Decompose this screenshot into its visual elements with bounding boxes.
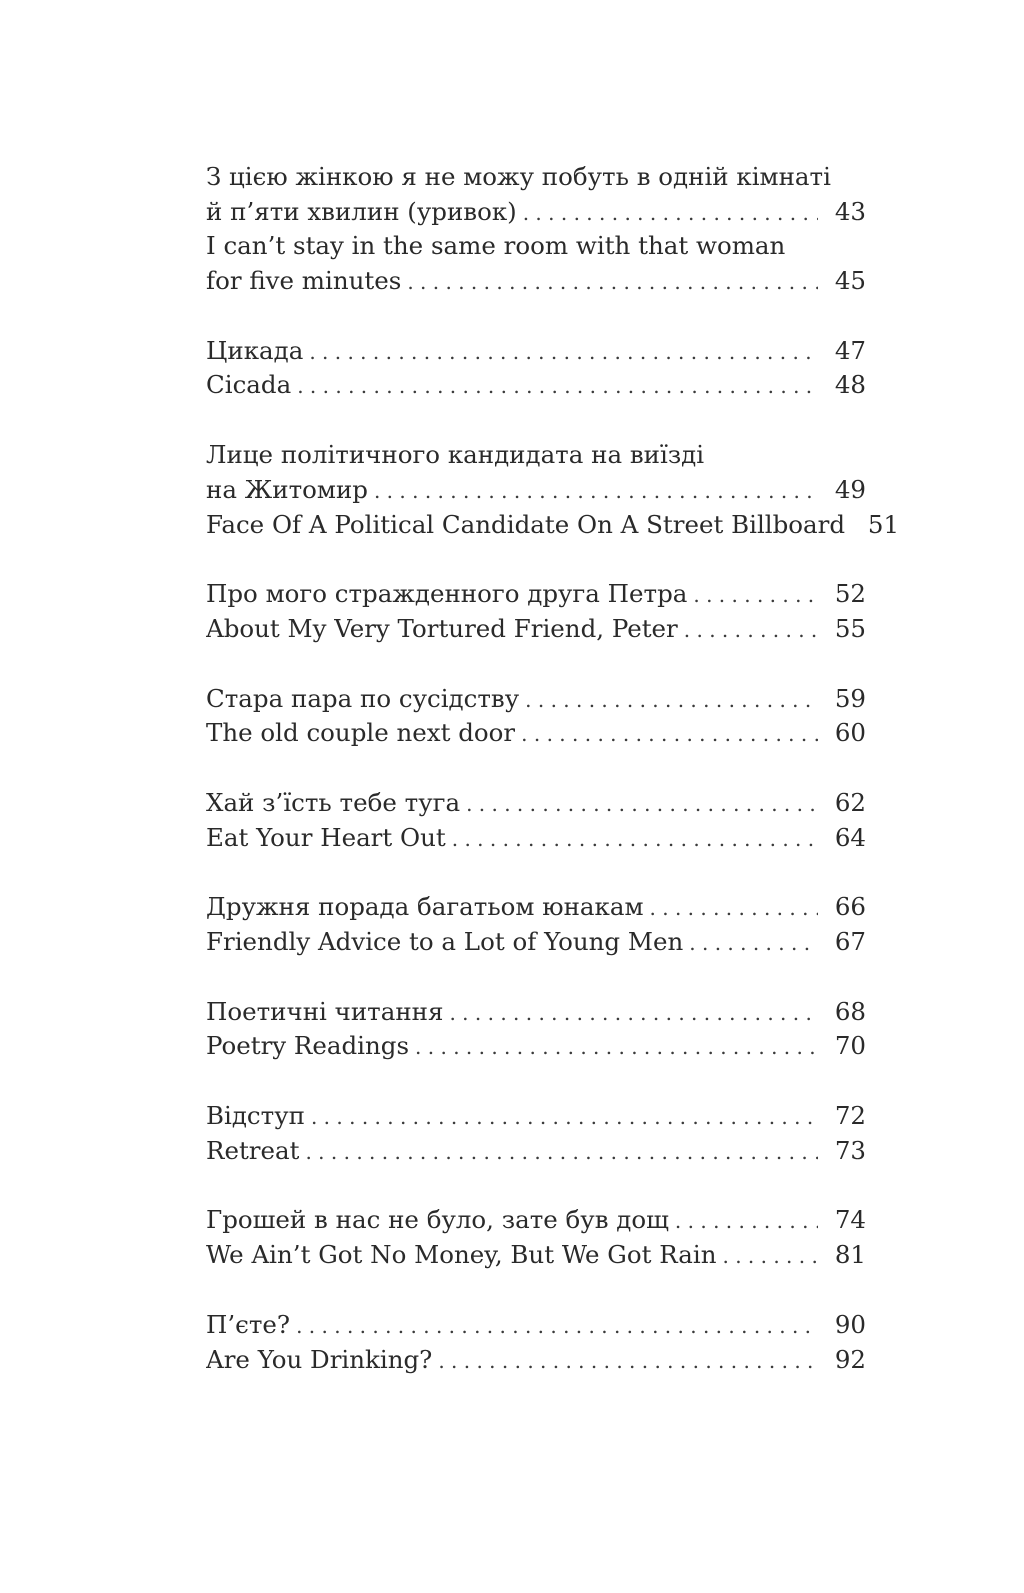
toc-entry-line [206,1134,866,1169]
toc-entry-title: Цикада [206,335,304,365]
toc-entry[interactable] [206,368,866,403]
toc-group [206,890,866,959]
toc-page-number: 47 [834,335,866,365]
dot-leader [523,196,818,231]
toc-entry[interactable] [206,508,900,543]
toc-entry[interactable] [206,890,866,925]
toc-entry-line [206,716,866,751]
toc-entry-title: на Житомир [206,474,368,504]
table-of-contents [206,160,900,1412]
dot-leader [675,1204,818,1239]
toc-entry[interactable] [206,995,866,1030]
toc-entry-line [206,1203,866,1238]
toc-entry-title: й п’яти хвилин (уривок) [206,196,517,226]
toc-entry-title: Cicada [206,370,292,400]
toc-entry-line-continued [206,160,866,195]
toc-group [206,160,866,299]
toc-group [206,1099,866,1168]
toc-group [206,995,866,1064]
dot-leader [374,474,818,509]
toc-page-number: 68 [834,996,866,1026]
toc-group [206,1308,866,1377]
toc-entry[interactable] [206,786,866,821]
toc-entry-title: Retreat [206,1135,300,1165]
toc-page-number: 43 [834,196,866,226]
toc-entry-title: Грошей в нас не було, зате був дощ [206,1205,669,1235]
toc-entry-title: We Ain’t Got No Money, But We Got Rain [206,1240,717,1270]
toc-entry[interactable] [206,1238,866,1273]
toc-entry[interactable] [206,1343,866,1378]
toc-entry[interactable] [206,577,866,612]
toc-entry[interactable] [206,1029,866,1064]
toc-entry-line [206,508,900,543]
toc-entry-title: for five minutes [206,266,402,296]
toc-entry[interactable] [206,1308,866,1343]
toc-page-number: 70 [834,1031,866,1061]
toc-entry-line [206,786,866,821]
toc-entry-line [206,1343,866,1378]
toc-group [206,786,866,855]
toc-entry[interactable] [206,1203,866,1238]
toc-group [206,1203,866,1272]
dot-leader [722,1239,818,1274]
toc-entry-title: Eat Your Heart Out [206,822,446,852]
toc-entry[interactable] [206,925,866,960]
toc-page-number: 62 [834,787,866,817]
toc-entry-line [206,682,866,717]
toc-entry-line [206,473,866,508]
toc-entry[interactable] [206,438,866,507]
toc-entry[interactable] [206,1134,866,1169]
toc-entry-title: З цією жінкою я не можу побуть в одній кімнаті [206,162,831,191]
toc-entry-title: Friendly Advice to a Lot of Young Men [206,927,684,956]
dot-leader [452,822,818,857]
dot-leader [309,335,818,370]
toc-page-number: 64 [834,822,866,852]
toc-entry[interactable] [206,682,866,717]
toc-entry-title: Face Of A Political Candidate On A Street Billboard [206,509,846,539]
toc-page-number: 59 [834,683,866,713]
toc-page-number: 66 [834,892,866,922]
toc-entry-title: Про мого страждeнного друга Петра [206,579,688,609]
toc-entry-line [206,195,866,230]
toc-entry-line [206,890,866,925]
dot-leader [650,891,818,926]
toc-page-number: 90 [834,1309,866,1339]
toc-entry-line-continued [206,438,866,473]
toc-group [206,334,866,403]
toc-entry[interactable] [206,821,866,856]
dot-leader [407,265,818,300]
toc-page-number: 49 [834,474,866,504]
toc-page-number: 73 [834,1135,866,1165]
toc-entry-title: Відступ [206,1101,305,1131]
toc-entry-line [206,264,866,299]
toc-entry-line [206,1029,866,1064]
toc-entry-title: Дружня порада багатьом юнакам [206,892,644,922]
toc-page-number: 51 [867,509,900,539]
toc-entry-title: Стара пара по сусідству [206,683,520,713]
toc-entry-title: Are You Drinking? [206,1344,433,1374]
toc-entry-title: Поетичні читання [206,996,444,1026]
toc-entry-line [206,995,866,1030]
dot-leader [521,717,818,752]
dot-leader [449,996,818,1031]
toc-page-number: 55 [834,613,866,643]
dot-leader [693,578,818,613]
dot-leader [525,683,818,718]
toc-entry-title: The old couple next door [206,718,516,748]
toc-page-number: 60 [834,718,866,748]
toc-entry[interactable] [206,229,866,298]
toc-page-number: 48 [834,370,866,400]
toc-page-number: 81 [834,1240,866,1270]
dot-leader [438,1344,818,1379]
toc-entry-line [206,925,866,960]
dot-leader [296,1309,818,1344]
toc-entry-title: Лице політичного кандидата на виїзді [206,440,705,470]
dot-leader [684,613,818,648]
toc-page-number: 92 [834,1344,866,1374]
toc-page-number: 67 [834,927,866,956]
toc-entry-line [206,1099,866,1134]
dot-leader [297,369,818,404]
toc-entry-line [206,821,866,856]
toc-entry-title: Хай з’їсть тебе туга [206,787,461,817]
toc-entry[interactable] [206,612,866,647]
toc-entry-line [206,577,866,612]
toc-page-number: 72 [834,1101,866,1131]
dot-leader [311,1100,818,1135]
toc-entry-line-continued [206,229,866,264]
toc-entry-title: I can’t stay in the same room with that woman [206,231,786,261]
toc-entry-line [206,612,866,647]
toc-entry[interactable] [206,1099,866,1134]
toc-entry-line [206,1238,866,1273]
dot-leader [305,1135,818,1170]
toc-group [206,438,900,542]
dot-leader [689,926,818,961]
toc-entry-title: About My Very Tortured Friend, Peter [206,613,678,643]
dot-leader [466,787,818,822]
dot-leader [415,1030,818,1065]
toc-entry-line [206,334,866,369]
toc-entry[interactable] [206,716,866,751]
toc-page-number: 45 [834,266,866,296]
toc-group [206,682,866,751]
toc-page-number: 74 [834,1205,866,1235]
toc-entry-line [206,368,866,403]
toc-entry-line [206,1308,866,1343]
toc-entry[interactable] [206,160,866,229]
toc-page-number: 52 [834,579,866,609]
toc-group [206,577,866,646]
toc-entry-title: Poetry Readings [206,1031,410,1061]
toc-entry-title: П’єте? [206,1309,291,1339]
toc-entry[interactable] [206,334,866,369]
